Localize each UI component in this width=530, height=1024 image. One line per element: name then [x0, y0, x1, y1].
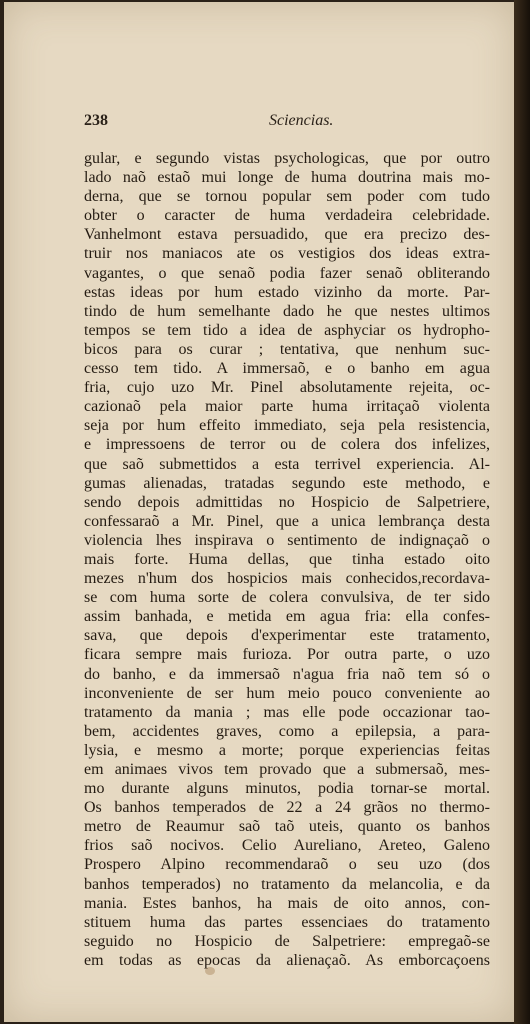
text-line: Os banhos temperados de 22 a 24 grãos no thermo- — [84, 799, 490, 817]
text-line: gumas alienadas, tratadas segundo este methodo, e — [84, 474, 490, 492]
text-line: bicos para os curar ; tentativa, que nenhum suc- — [84, 340, 490, 358]
text-line: metro de Reaumur saõ taõ uteis, quanto os banhos — [84, 818, 490, 836]
text-line: seguido no Hospicio de Salpetriere: empregaõ-se — [84, 932, 490, 950]
text-line: e impressoens de terror ou de colera dos infelizes, — [84, 436, 490, 454]
text-line: em todas as epocas da alienaçaõ. As emborcaçoens — [84, 951, 490, 969]
text-line: ficara sempre mais furioza. Por outra parte, o uzo — [84, 646, 490, 664]
text-line: sava, que depois d'experimentar este tratamento, — [84, 627, 490, 645]
text-line: que saõ submettidos a esta terrivel experiencia. Al- — [84, 455, 490, 473]
text-line: estas ideas por hum estado vizinho da morte. Par- — [84, 283, 490, 301]
text-line: se com huma sorte de colera convulsiva, de ter sido — [84, 589, 490, 607]
text-line: banhos temperados) no tratamento da melancolia, e da — [84, 875, 490, 893]
text-line: obter o caracter de huma verdadeira celebridade. — [84, 207, 490, 225]
text-line: lado naõ estaõ mui longe de huma doutrina mais mo- — [84, 169, 490, 187]
text-line: bem, accidentes graves, como a epilepsia, a para- — [84, 722, 490, 740]
text-line: seja por hum effeito immediato, seja pela resistencia, — [84, 417, 490, 435]
text-line: lysia, e mesmo a morte; porque experiencias feitas — [84, 741, 490, 759]
text-line: gular, e segundo vistas psychologicas, que por outro — [84, 150, 490, 167]
text-line: truir nos maniacos ate os vestigios dos ideas extra- — [84, 245, 490, 263]
text-line: stituem huma das partes essenciaes do tratamento — [84, 913, 490, 931]
text-line: Vanhelmont estava persuadido, que era precizo des- — [84, 226, 490, 244]
foxing-spot — [205, 967, 215, 975]
page-edge — [514, 0, 530, 1024]
text-line: do banho, e da immersaõ n'agua fria naõ tem só o — [84, 665, 490, 683]
text-line: sendo depois admittidas no Hospicio de Salpetriere, — [84, 493, 490, 511]
text-line: confessaraõ a Mr. Pinel, que a unica lembrança desta — [84, 512, 490, 530]
text-line: em animaes vivos tem provado que a submersaõ, mes- — [84, 761, 490, 778]
text-line: mania. Estes banhos, ha mais de oito annos, con- — [84, 894, 490, 912]
book-page — [4, 2, 514, 1022]
page-header — [84, 112, 492, 134]
text-line: cesso tem tido. A immersaõ, e o banho em agua — [84, 360, 490, 378]
text-line: vagantes, o que senaõ podia fazer senaõ obliterando — [84, 264, 490, 282]
text-line: mezes n'hum dos hospicios mais conhecidos,recordava- — [84, 570, 490, 588]
text-line: fria, cujo uzo Mr. Pinel absolutamente rejeita, oc- — [84, 379, 490, 397]
body-text — [84, 149, 490, 970]
text-line: Prospero Alpino recommendaraõ o seu uzo (dos — [84, 856, 490, 874]
running-head: Sciencias. — [269, 112, 334, 129]
page-number: 238 — [84, 112, 108, 129]
text-line: tratamento da mania ; mas elle pode occazionar tao- — [84, 703, 490, 721]
text-line: tindo de hum semelhante dado he que nestes ultimos — [84, 302, 490, 320]
text-line: cazionaõ pela maior parte huma irritaçaõ violenta — [84, 398, 490, 416]
text-line: mais forte. Huma dellas, que tinha estado oito — [84, 550, 490, 568]
text-line: derna, que se tornou popular sem poder com tudo — [84, 188, 490, 206]
text-line: mo durante alguns minutos, podia tornar-se mortal. — [84, 780, 490, 798]
text-line: inconveniente de ser hum meio pouco conveniente ao — [84, 684, 490, 702]
text-line: violencia lhes inspirava o sentimento de indignaçaõ o — [84, 531, 490, 549]
text-line: frios saõ nocivos. Celio Aureliano, Areteo, Galeno — [84, 837, 490, 855]
text-line: assim banhada, e metida em agua fria: ella confes- — [84, 608, 490, 626]
text-line: tempos se tem tido a idea de asphyciar os hydropho- — [84, 321, 490, 339]
